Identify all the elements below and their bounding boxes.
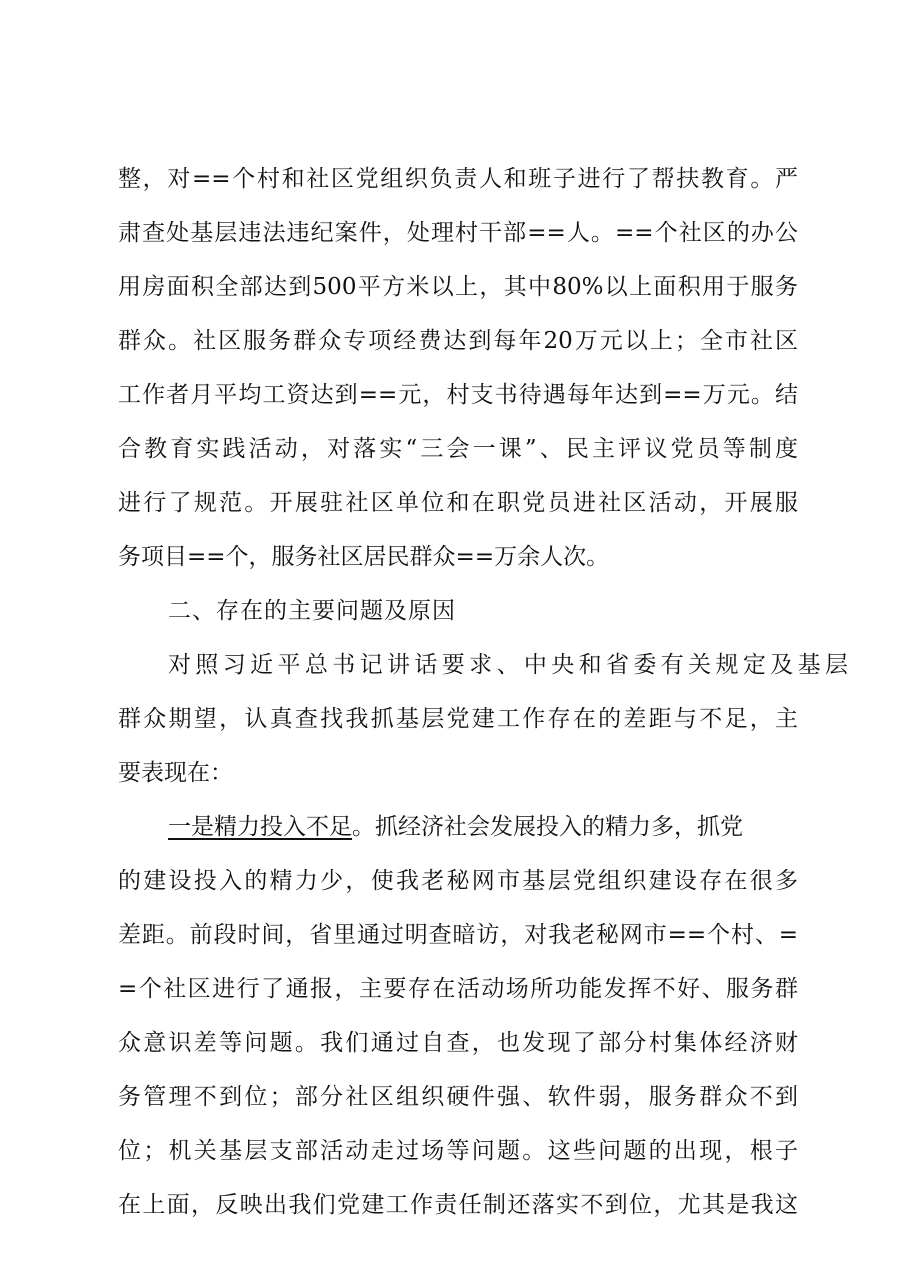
point-one-line-7: 位；机关基层支部活动走过场等问题。这些问题的出现，根子 xyxy=(118,1138,798,1164)
intro-line-1: 对照习近平总书记讲话要求、中央和省委有关规定及基层 xyxy=(168,652,848,678)
body-line-8: 务项目==个，服务社区居民群众==万余人次。 xyxy=(118,544,610,570)
point-one-title: 一是精力投入不足 xyxy=(168,814,352,840)
intro-line-2: 群众期望，认真查找我抓基层党建工作存在的差距与不足，主 xyxy=(118,706,798,732)
point-one-first-line xyxy=(118,800,798,854)
point-one-line-5: 众意识差等问题。我们通过自查，也发现了部分村集体经济财 xyxy=(118,1030,798,1056)
point-one-line-3: 差距。前段时间，省里通过明查暗访，对我老秘网市==个村、= xyxy=(118,922,798,948)
body-line-3: 用房面积全部达到500平方米以上，其中80%以上面积用于服务 xyxy=(118,274,798,300)
body-line-5: 工作者月平均工资达到==元，村支书待遇每年达到==万元。结 xyxy=(118,382,798,408)
body-line-6: 合教育实践活动，对落实“三会一课”、民主评议党员等制度 xyxy=(118,436,798,462)
point-one-first-rest: 。抓经济社会发展投入的精力多，抓党 xyxy=(352,814,743,840)
body-line-2: 肃查处基层违法违纪案件，处理村干部==人。==个社区的办公 xyxy=(118,220,798,246)
body-line-1: 整，对==个村和社区党组织负责人和班子进行了帮扶教育。严 xyxy=(118,166,798,192)
intro-line-3: 要表现在： xyxy=(118,760,233,786)
body-line-7: 进行了规范。开展驻社区单位和在职党员进社区活动，开展服 xyxy=(118,490,798,516)
section-heading: 二、存在的主要问题及原因 xyxy=(168,598,456,624)
point-one-line-8: 在上面，反映出我们党建工作责任制还落实不到位，尤其是我这 xyxy=(118,1192,798,1218)
body-line-4: 群众。社区服务群众专项经费达到每年20万元以上；全市社区 xyxy=(118,328,798,354)
point-one-line-6: 务管理不到位；部分社区组织硬件强、软件弱，服务群众不到 xyxy=(118,1084,798,1110)
point-one-line-2: 的建设投入的精力少，使我老秘网市基层党组织建设存在很多 xyxy=(118,868,798,894)
document-body xyxy=(118,152,848,1232)
point-one-line-4: =个社区进行了通报，主要存在活动场所功能发挥不好、服务群 xyxy=(118,976,798,1002)
